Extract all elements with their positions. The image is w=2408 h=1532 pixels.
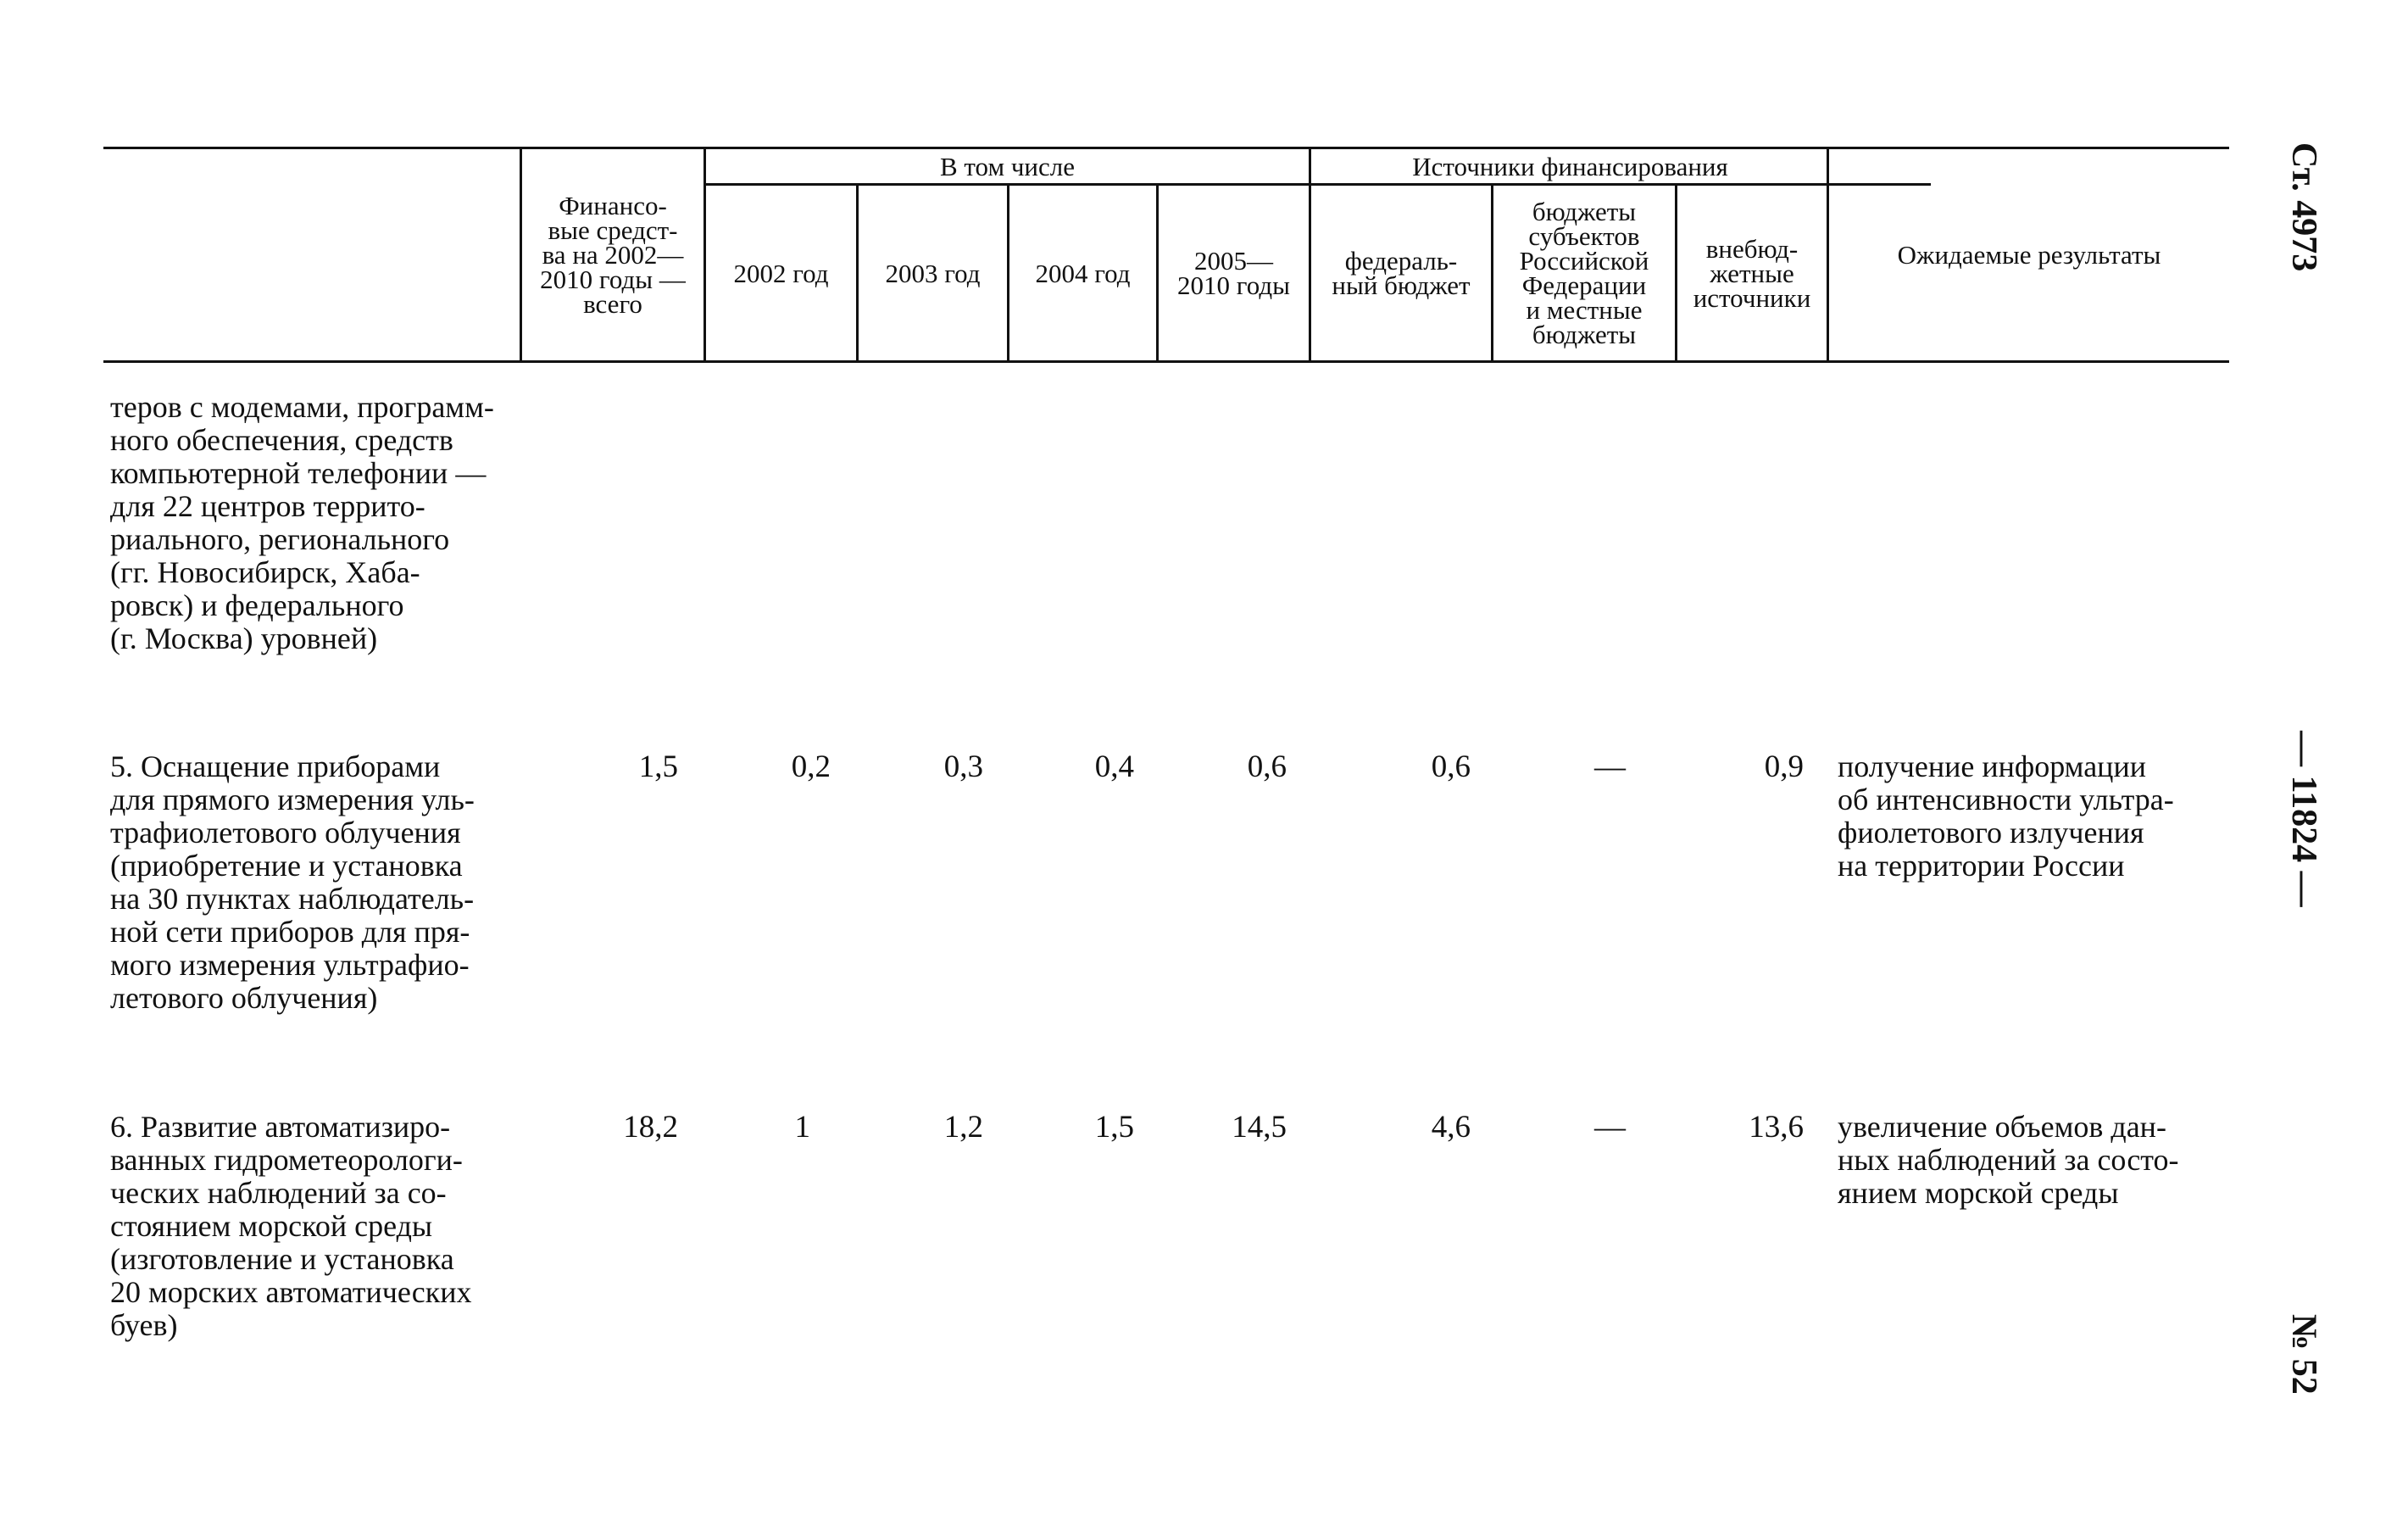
cell-result: получение информации об интенсивности ультра- фиолетового излучения на территории России	[1838, 749, 2174, 883]
header-2004: 2004 год	[1035, 258, 1131, 288]
row-label: 5. Оснащение приборами для прямого измерения уль- трафиолетового облучения (приобретение и установка на 30 пунктах наблюдатель- ной сети приборов для пря- мого измерения ультрафио- летового облучения)	[110, 749, 475, 1015]
cell-2004: 1,5	[1094, 1110, 1134, 1145]
cell-2005-2010: 14,5	[1232, 1110, 1287, 1145]
cell-2005-2010: 0,6	[1247, 749, 1287, 784]
header-group-sources: Источники финансирования	[1412, 151, 1728, 181]
cell-2004: 0,4	[1094, 749, 1134, 784]
header-total: Финансо- вые средст- ва на 2002— 2010 годы — всего	[540, 191, 686, 319]
table-header	[103, 147, 2229, 363]
cell-offbudget: 0,9	[1764, 749, 1804, 784]
page-reference: Ст. 4973	[2284, 142, 2323, 272]
header-2002: 2002 год	[733, 258, 829, 288]
header-bottom-rule	[103, 360, 2229, 363]
cell-regional: —	[1594, 749, 1626, 784]
header-group-including: В том числе	[939, 151, 1075, 181]
header-federal: федераль- ный бюджет	[1332, 246, 1471, 300]
row-label: 6. Развитие автоматизиро- ванных гидрометеорологи- ческих наблюдений за со- стоянием морской среды (изготовление и установка 20 морских автоматических буев)	[110, 1110, 472, 1342]
header-2003: 2003 год	[885, 258, 981, 288]
cell-regional: —	[1594, 1110, 1626, 1145]
issue-number: № 52	[2284, 1314, 2323, 1395]
cell-result: увеличение объемов дан- ных наблюдений за состо- янием морской среды	[1838, 1110, 2179, 1210]
header-regional: бюджеты субъектов Российской Федерации и местные бюджеты	[1519, 197, 1649, 349]
continuation-text: теров с модемами, программ- ного обеспечения, средств компьютерной телефонии — для 22 центров террито- риального, регионального (гг. Новосибирск, Хаба- ровск) и федерального (г. Москва) уровней)	[110, 390, 494, 655]
header-results: Ожидаемые результаты	[1897, 240, 2161, 270]
header-2005-2010: 2005— 2010 годы	[1177, 246, 1290, 300]
cell-federal: 4,6	[1431, 1110, 1471, 1145]
header-offbudget: внебюд- жетные источники	[1693, 233, 1811, 313]
cell-total: 1,5	[638, 749, 678, 784]
cell-federal: 0,6	[1431, 749, 1471, 784]
cell-offbudget: 13,6	[1749, 1110, 1804, 1145]
cell-total: 18,2	[623, 1110, 678, 1145]
cell-2002: 1	[794, 1110, 810, 1145]
issue-page-number: — 11824 —	[2284, 731, 2323, 907]
cell-2002: 0,2	[791, 749, 831, 784]
cell-2003: 0,3	[943, 749, 983, 784]
cell-2003: 1,2	[943, 1110, 983, 1145]
